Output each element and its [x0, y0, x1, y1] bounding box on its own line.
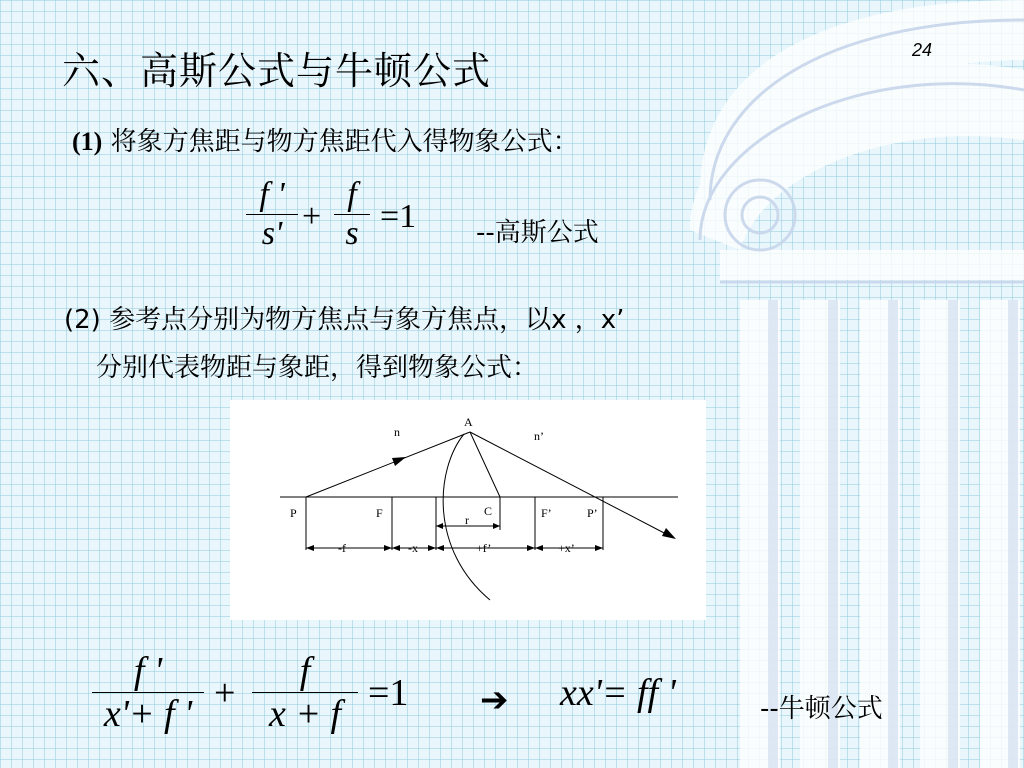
- newton-denominator-1: x'+ f ': [103, 693, 193, 735]
- gauss-denominator-2: s: [345, 215, 359, 252]
- newton-equals-one: =1: [368, 672, 409, 714]
- refraction-diagram: [230, 400, 706, 620]
- label-A: A: [464, 415, 473, 429]
- slide-title: 六、高斯公式与牛顿公式: [62, 49, 492, 93]
- label-C: C: [484, 504, 493, 518]
- newton-denominator-2: x + f: [268, 693, 342, 735]
- gauss-fraction-1: [246, 176, 298, 253]
- implies-arrow-icon: ➔: [480, 680, 509, 720]
- newton-result: xx'= ff ': [560, 672, 676, 714]
- label-plus-x-prime: +x’: [558, 541, 575, 555]
- label-minus-f: -f: [338, 541, 346, 555]
- gauss-label: --高斯公式: [476, 218, 599, 248]
- label-minus-x: -x: [408, 541, 418, 555]
- newton-numerator-2: f: [299, 650, 311, 692]
- newton-plus: +: [214, 672, 236, 714]
- section2-line1: (2) 参考点分别为物方焦点与象方焦点，以x ，x’: [64, 305, 625, 335]
- label-r: r: [465, 513, 469, 527]
- gauss-fraction-2: [334, 176, 370, 253]
- gauss-plus: +: [302, 198, 322, 235]
- section1-body: 将象方焦距与物方焦距代入得物象公式：: [110, 127, 579, 157]
- label-P-prime: P’: [587, 506, 598, 520]
- gauss-numerator-1: f ': [259, 176, 285, 213]
- newton-label: --牛顿公式: [760, 694, 883, 724]
- page-number: 24: [912, 40, 933, 60]
- incident-ray: [306, 432, 470, 497]
- newton-fraction-2: [252, 650, 358, 735]
- label-P: P: [290, 506, 297, 520]
- label-F-prime: F’: [541, 506, 552, 520]
- refracted-ray-arrow-icon: [662, 528, 676, 539]
- incident-ray-arrow-icon: [392, 457, 406, 466]
- refraction-diagram-svg: [230, 400, 706, 620]
- newton-numerator-1: f ': [133, 650, 163, 692]
- section2-line2: 分别代表物距与象距，得到物象公式：: [96, 353, 539, 383]
- section1-number: (1): [72, 127, 103, 156]
- gauss-equals-one: =1: [380, 198, 417, 235]
- newton-fraction-1: [92, 650, 204, 735]
- label-F: F: [376, 506, 383, 520]
- label-plus-f-prime: +f’: [476, 541, 492, 555]
- section1-text: [72, 124, 579, 160]
- gauss-numerator-2: f: [347, 176, 357, 213]
- radius-line: [470, 432, 500, 497]
- label-n: n: [394, 425, 400, 439]
- gauss-denominator-1: s': [261, 215, 283, 252]
- label-n-prime: n’: [534, 429, 544, 443]
